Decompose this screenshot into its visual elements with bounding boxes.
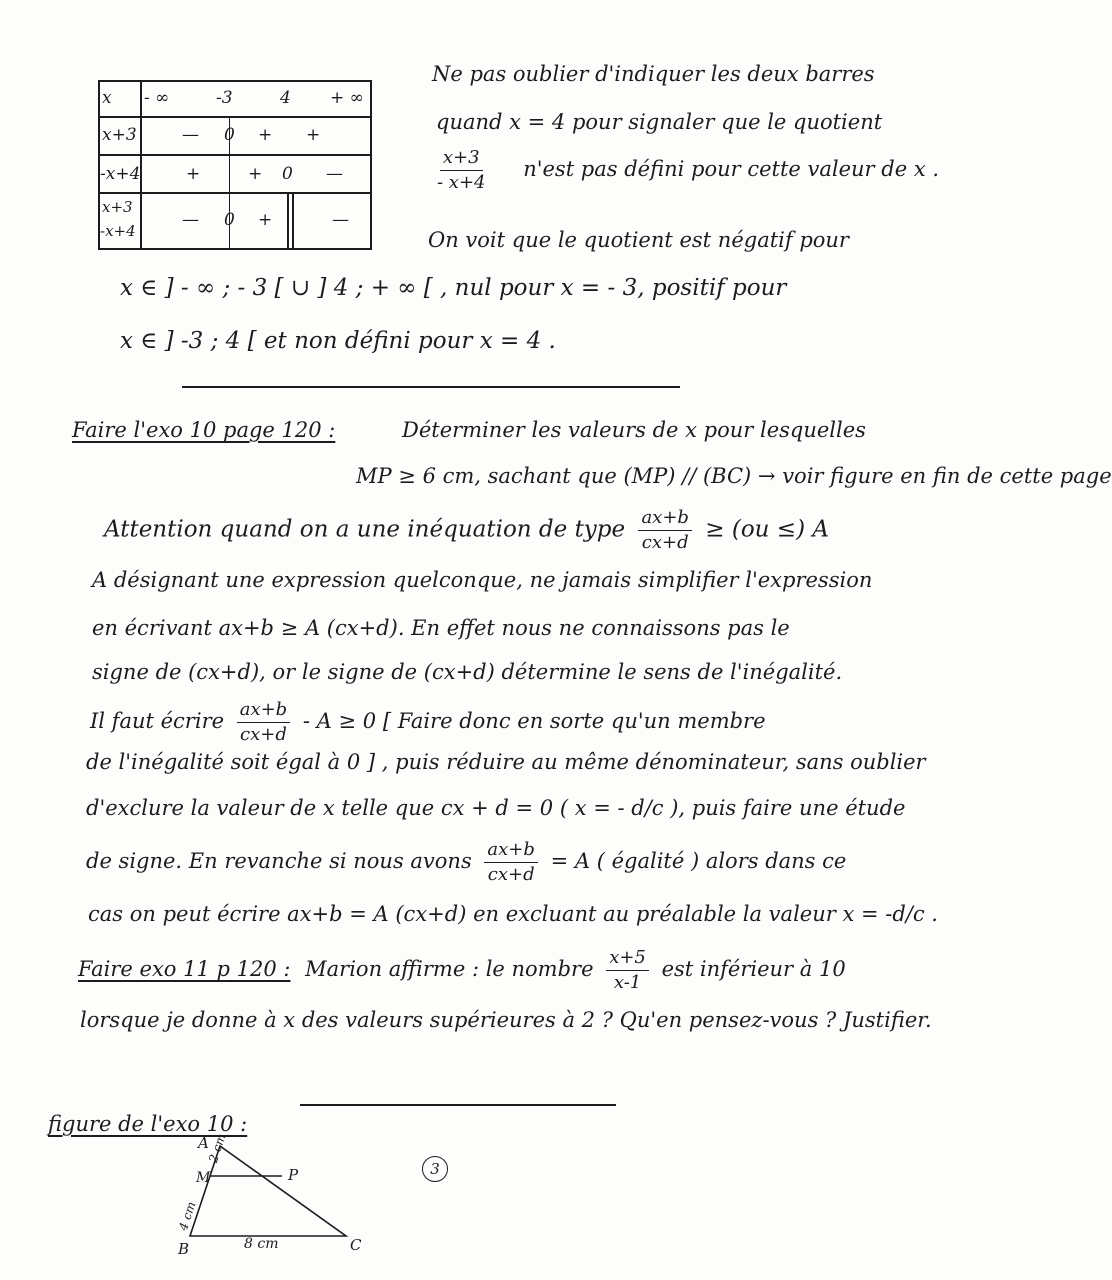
row2-cell: + (248, 164, 263, 184)
row1-cell: + (258, 125, 273, 145)
exo11-line2: lorsque je donne à x des valeurs supérieures à 2 ? Qu'en pensez-vous ? Justifier. (80, 1008, 932, 1032)
row3-label-num: x+3 (102, 198, 133, 216)
exo11-fraction: $\frac{x+5}{x-1}$ (606, 948, 649, 993)
row3-label-den: -x+4 (100, 222, 136, 240)
row1-cell: 0 (224, 125, 235, 145)
row2-cell: + (186, 164, 201, 184)
length-mb: 4 cm (176, 1199, 199, 1233)
label-P: P (288, 1166, 299, 1184)
note-line3: $\frac{x+3}{- x+4}$ n'est pas défini pour cette valeur de x . (428, 148, 939, 193)
row1-cell: — (182, 125, 199, 145)
exo10-task1: Déterminer les valeurs de x pour lesquelles (402, 418, 866, 442)
attention-line8: de signe. En revanche si nous avons $\frac{ax+b}{cx+d}$ = A ( égalité ) alors dans ce (86, 839, 847, 885)
table-header-plus-inf: + ∞ (330, 88, 364, 108)
length-am: 2 cm (206, 1131, 229, 1165)
attention-line1: Attention quand on a une inéquation de type $\frac{ax+b}{cx+d}$ ≥ (ou ≤) A (104, 507, 829, 553)
conclusion-line3: x ∈ ] -3 ; 4 [ et non défini pour x = 4 . (120, 328, 556, 354)
figure-title: figure de l'exo 10 : (48, 1112, 248, 1136)
exo10-title: Faire l'exo 10 page 120 : (72, 418, 336, 442)
page-number: 3 (422, 1156, 448, 1182)
divider-line (182, 386, 680, 388)
sign-table (98, 80, 372, 250)
row1-cell: + (306, 125, 321, 145)
attention-line4: signe de (cx+d), or le signe de (cx+d) détermine le sens de l'inégalité. (92, 660, 843, 684)
attention-line7: d'exclure la valeur de x telle que cx + d = 0 ( x = - d/c ), puis faire une étude (86, 796, 906, 820)
row2-label: -x+4 (100, 164, 141, 184)
attention-fraction-3: $\frac{ax+b}{cx+d}$ (484, 840, 538, 885)
note-line2: quand x = 4 pour signaler que le quotient (436, 110, 883, 134)
note-line1: Ne pas oublier d'indiquer les deux barres (432, 62, 875, 86)
label-B: B (178, 1240, 190, 1258)
row2-cell: 0 (282, 164, 293, 184)
row3-cell: 0 (224, 210, 235, 230)
row2-cell: — (326, 164, 343, 184)
label-C: C (350, 1236, 362, 1254)
conclusion-line1: On voit que le quotient est négatif pour (428, 228, 849, 252)
exo11-line1: Faire exo 11 p 120 : Marion affirme : le nombre $\frac{x+5}{x-1}$ est inférieur à 10 (78, 947, 846, 993)
attention-fraction-2: $\frac{ax+b}{cx+d}$ (237, 700, 291, 745)
table-header-minus3: -3 (216, 88, 233, 108)
row3-cell: — (182, 210, 199, 230)
conclusion-line2: x ∈ ] - ∞ ; - 3 [ ∪ ] 4 ; + ∞ [ , nul pour x = - 3, positif pour (120, 275, 787, 301)
table-header-minus-inf: - ∞ (144, 88, 170, 108)
exo10-task2: MP ≥ 6 cm, sachant que (MP) // (BC) → voir figure en fin de cette page (356, 464, 1112, 488)
note-fraction: $\frac{x+3}{- x+4}$ (437, 147, 486, 193)
length-bc: 8 cm (244, 1236, 279, 1252)
attention-line3: en écrivant ax+b ≥ A (cx+d). En effet nous ne connaissons pas le (92, 616, 790, 640)
row1-label: x+3 (102, 125, 137, 145)
attention-line6: de l'inégalité soit égal à 0 ] , puis réduire au même dénominateur, sans oublier (86, 750, 926, 774)
attention-line9: cas on peut écrire ax+b = A (cx+d) en excluant au préalable la valeur x = -d/c . (88, 902, 938, 926)
row3-cell: — (332, 210, 349, 230)
row3-cell: + (258, 210, 273, 230)
divider-line-2 (300, 1104, 616, 1106)
label-A: A (198, 1134, 209, 1152)
exo11-title: Faire exo 11 p 120 : (78, 956, 291, 981)
table-header-x: x (102, 88, 112, 108)
label-M: M (196, 1170, 211, 1186)
attention-line2: A désignant une expression quelconque, ne jamais simplifier l'expression (92, 568, 873, 592)
attention-line5: Il faut écrire $\frac{ax+b}{cx+d}$ - A ≥ 0 [ Faire donc en sorte qu'un membre (90, 699, 766, 745)
table-header-4: 4 (280, 88, 291, 108)
attention-fraction: $\frac{ax+b}{cx+d}$ (638, 508, 692, 553)
